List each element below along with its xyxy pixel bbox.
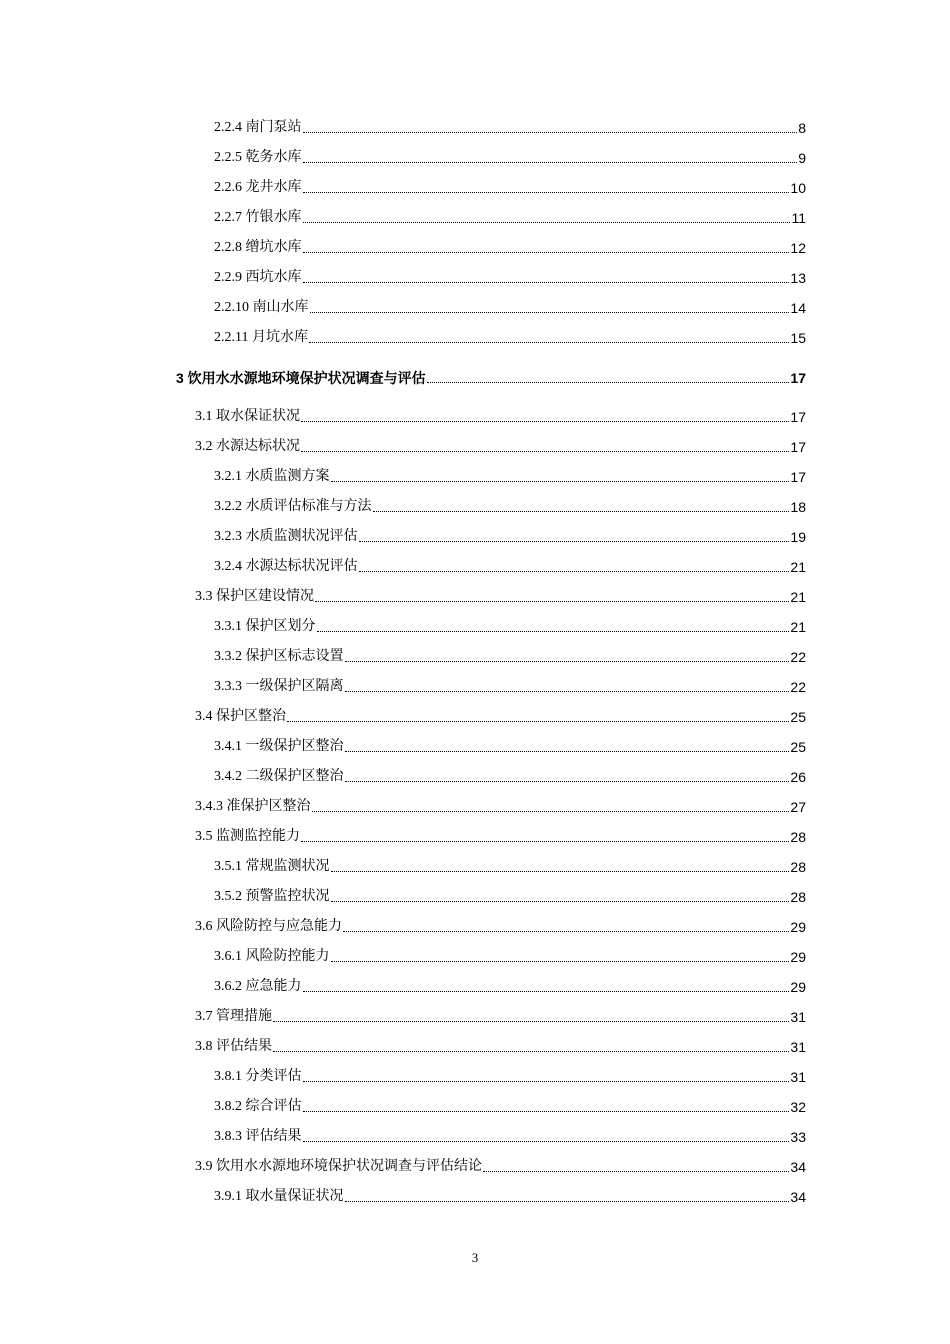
toc-entry[interactable] xyxy=(176,609,806,639)
toc-dot-leader xyxy=(343,931,789,932)
toc-entry[interactable] xyxy=(176,939,806,969)
toc-entry-label: 3.6.1 风险防控能力 xyxy=(214,949,330,964)
toc-entry-label: 2.2.8 缯坑水库 xyxy=(214,240,302,255)
toc-dot-leader xyxy=(317,631,790,632)
toc-entry-page: 14 xyxy=(790,300,806,316)
toc-dot-leader xyxy=(331,961,790,962)
toc-dot-leader xyxy=(312,811,790,812)
toc-entry[interactable] xyxy=(176,360,806,390)
toc-entry[interactable] xyxy=(176,699,806,729)
toc-entry-page: 25 xyxy=(790,739,806,755)
toc-entry-page: 34 xyxy=(790,1159,806,1175)
toc-entry-label: 3.3.3 一级保护区隔离 xyxy=(214,679,344,694)
toc-entry-label: 3.5.1 常规监测状况 xyxy=(214,859,330,874)
toc-entry-page: 19 xyxy=(790,529,806,545)
toc-dot-leader xyxy=(303,252,790,253)
toc-entry-page: 26 xyxy=(790,769,806,785)
toc-entry-label: 3.4 保护区整治 xyxy=(195,709,286,724)
toc-entry-page: 8 xyxy=(798,120,806,136)
toc-entry-page: 21 xyxy=(790,619,806,635)
toc-entry-label: 3.8 评估结果 xyxy=(195,1039,272,1054)
toc-entry-page: 31 xyxy=(790,1039,806,1055)
toc-entry-page: 28 xyxy=(790,829,806,845)
toc-entry-label: 2.2.4 南门泵站 xyxy=(214,120,302,135)
toc-entry-page: 28 xyxy=(790,889,806,905)
toc-entry-page: 21 xyxy=(790,559,806,575)
toc-entry[interactable] xyxy=(176,200,806,230)
toc-entry[interactable] xyxy=(176,999,806,1029)
toc-entry[interactable] xyxy=(176,459,806,489)
toc-entry[interactable] xyxy=(176,909,806,939)
toc-entry-label: 3.2 水源达标状况 xyxy=(195,439,300,454)
toc-entry-page: 13 xyxy=(790,270,806,286)
toc-dot-leader xyxy=(427,382,790,383)
toc-dot-leader xyxy=(303,1141,790,1142)
toc-entry-label: 2.2.9 西坑水库 xyxy=(214,270,302,285)
toc-entry-label: 3.6.2 应急能力 xyxy=(214,979,302,994)
toc-entry-label: 3.8.2 综合评估 xyxy=(214,1099,302,1114)
toc-entry-label: 3.5 监测监控能力 xyxy=(195,829,300,844)
toc-entry[interactable] xyxy=(176,1149,806,1179)
toc-entry[interactable] xyxy=(176,759,806,789)
toc-dot-leader xyxy=(315,601,789,602)
toc-dot-leader xyxy=(331,871,790,872)
toc-entry[interactable] xyxy=(176,789,806,819)
toc-entry-label: 2.2.7 竹银水库 xyxy=(214,210,302,225)
toc-entry[interactable] xyxy=(176,1029,806,1059)
toc-dot-leader xyxy=(273,1021,789,1022)
toc-dot-leader xyxy=(303,222,791,223)
toc-entry-label: 2.2.6 龙井水库 xyxy=(214,180,302,195)
toc-entry-label: 3.3.2 保护区标志设置 xyxy=(214,649,344,664)
toc-entry-page: 29 xyxy=(790,949,806,965)
page-number: 3 xyxy=(471,1250,479,1265)
toc-dot-leader xyxy=(373,511,790,512)
toc-entry[interactable] xyxy=(176,1089,806,1119)
toc-entry-label: 3.6 风险防控与应急能力 xyxy=(195,919,342,934)
toc-entry[interactable] xyxy=(176,849,806,879)
toc-entry-label: 3.3.1 保护区划分 xyxy=(214,619,316,634)
toc-entry-label: 3.4.2 二级保护区整治 xyxy=(214,769,344,784)
toc-dot-leader xyxy=(303,192,790,193)
table-of-contents xyxy=(176,110,806,1209)
toc-entry-label: 3.9 饮用水水源地环境保护状况调查与评估结论 xyxy=(195,1159,482,1174)
toc-dot-leader xyxy=(345,661,790,662)
toc-entry-page: 31 xyxy=(790,1069,806,1085)
toc-entry-page: 17 xyxy=(790,439,806,455)
toc-entry-page: 15 xyxy=(790,330,806,346)
toc-entry-label: 3.9.1 取水量保证状况 xyxy=(214,1189,344,1204)
toc-dot-leader xyxy=(483,1171,789,1172)
toc-dot-leader xyxy=(345,1201,790,1202)
toc-entry[interactable] xyxy=(176,1179,806,1209)
toc-entry-page: 17 xyxy=(790,409,806,425)
toc-entry-label: 3 饮用水水源地环境保护状况调查与评估 xyxy=(176,370,426,386)
toc-dot-leader xyxy=(301,421,789,422)
toc-dot-leader xyxy=(287,721,789,722)
toc-entry[interactable] xyxy=(176,819,806,849)
toc-entry[interactable] xyxy=(176,140,806,170)
toc-entry-label: 3.4.3 准保护区整治 xyxy=(195,799,311,814)
toc-dot-leader xyxy=(301,841,789,842)
toc-entry[interactable] xyxy=(176,230,806,260)
toc-entry[interactable] xyxy=(176,579,806,609)
toc-entry-label: 3.5.2 预警监控状况 xyxy=(214,889,330,904)
toc-entry[interactable] xyxy=(176,639,806,669)
toc-entry-page: 25 xyxy=(790,709,806,725)
toc-entry-label: 3.8.3 评估结果 xyxy=(214,1129,302,1144)
toc-entry-page: 21 xyxy=(790,589,806,605)
toc-entry-label: 3.2.4 水源达标状况评估 xyxy=(214,559,358,574)
toc-entry-label: 3.2.3 水质监测状况评估 xyxy=(214,529,358,544)
toc-entry[interactable] xyxy=(176,669,806,699)
toc-dot-leader xyxy=(331,481,790,482)
toc-entry-label: 3.8.1 分类评估 xyxy=(214,1069,302,1084)
toc-entry-page: 33 xyxy=(790,1129,806,1145)
toc-entry-page: 27 xyxy=(790,799,806,815)
toc-entry-page: 29 xyxy=(790,919,806,935)
toc-entry-label: 2.2.5 乾务水库 xyxy=(214,150,302,165)
toc-entry[interactable] xyxy=(176,260,806,290)
toc-entry-page: 12 xyxy=(790,240,806,256)
toc-entry[interactable] xyxy=(176,320,806,350)
toc-entry[interactable] xyxy=(176,1119,806,1149)
toc-entry[interactable] xyxy=(176,519,806,549)
toc-entry-label: 3.4.1 一级保护区整治 xyxy=(214,739,344,754)
toc-entry-page: 17 xyxy=(790,469,806,485)
toc-entry-label: 2.2.11 月坑水库 xyxy=(214,330,308,345)
toc-entry[interactable] xyxy=(176,969,806,999)
toc-entry[interactable] xyxy=(176,170,806,200)
toc-entry-page: 28 xyxy=(790,859,806,875)
toc-entry-page: 22 xyxy=(790,649,806,665)
toc-dot-leader xyxy=(303,162,798,163)
toc-entry-page: 17 xyxy=(790,370,806,386)
toc-entry[interactable] xyxy=(176,429,806,459)
toc-entry[interactable] xyxy=(176,549,806,579)
toc-dot-leader xyxy=(345,751,790,752)
toc-dot-leader xyxy=(359,571,790,572)
toc-dot-leader xyxy=(301,451,789,452)
toc-entry-page: 31 xyxy=(790,1009,806,1025)
toc-dot-leader xyxy=(345,781,790,782)
toc-dot-leader xyxy=(303,282,790,283)
toc-dot-leader xyxy=(309,342,789,343)
toc-entry-page: 11 xyxy=(791,210,806,226)
toc-entry[interactable] xyxy=(176,399,806,429)
toc-entry[interactable] xyxy=(176,489,806,519)
toc-entry-label: 3.2.1 水质监测方案 xyxy=(214,469,330,484)
toc-entry[interactable] xyxy=(176,729,806,759)
toc-dot-leader xyxy=(303,991,790,992)
toc-dot-leader xyxy=(345,691,790,692)
toc-entry-label: 3.7 管理措施 xyxy=(195,1009,272,1024)
toc-entry-page: 32 xyxy=(790,1099,806,1115)
toc-entry-page: 22 xyxy=(790,679,806,695)
toc-dot-leader xyxy=(359,541,790,542)
toc-entry-label: 3.1 取水保证状况 xyxy=(195,409,300,424)
toc-entry[interactable] xyxy=(176,110,806,140)
toc-entry-page: 10 xyxy=(790,180,806,196)
toc-dot-leader xyxy=(303,1111,790,1112)
toc-entry-page: 29 xyxy=(790,979,806,995)
toc-dot-leader xyxy=(273,1051,789,1052)
toc-dot-leader xyxy=(303,1081,790,1082)
toc-dot-leader xyxy=(303,132,798,133)
toc-entry[interactable] xyxy=(176,290,806,320)
toc-entry[interactable] xyxy=(176,1059,806,1089)
toc-entry[interactable] xyxy=(176,879,806,909)
toc-entry-page: 34 xyxy=(790,1189,806,1205)
toc-entry-label: 2.2.10 南山水库 xyxy=(214,300,309,315)
toc-entry-label: 3.2.2 水质评估标准与方法 xyxy=(214,499,372,514)
toc-entry-label: 3.3 保护区建设情况 xyxy=(195,589,314,604)
toc-dot-leader xyxy=(331,901,790,902)
toc-dot-leader xyxy=(310,312,790,313)
toc-entry-page: 18 xyxy=(790,499,806,515)
toc-entry-page: 9 xyxy=(798,150,806,166)
